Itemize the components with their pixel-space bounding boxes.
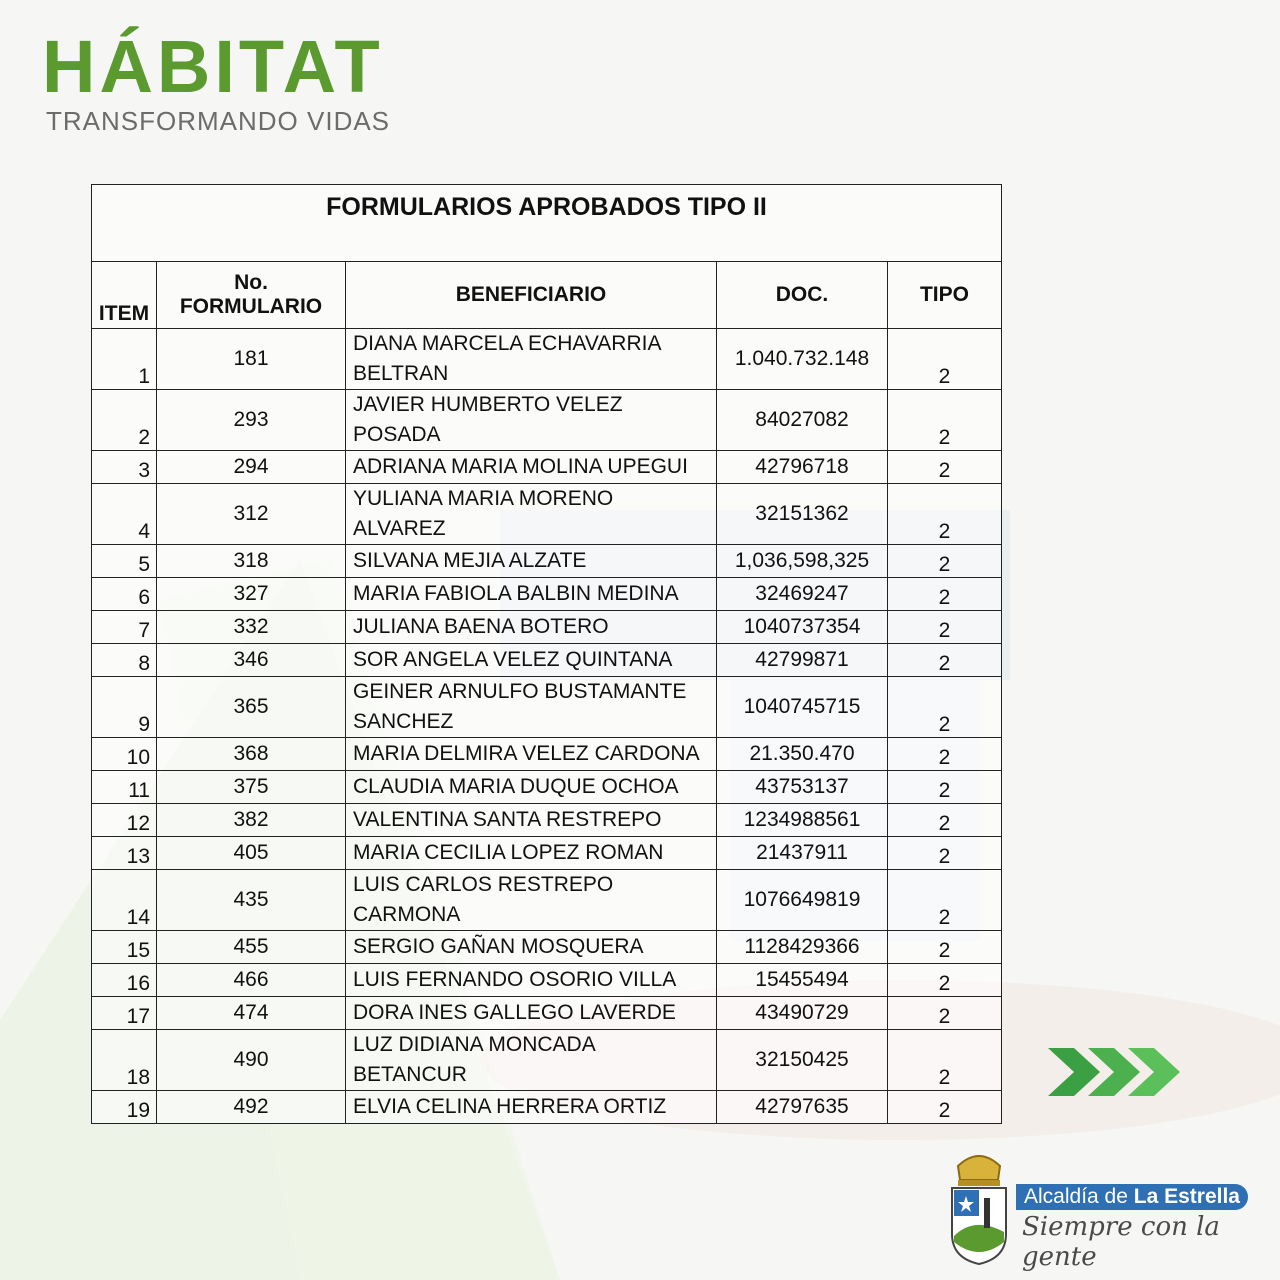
table-row bbox=[92, 804, 1002, 837]
header-item: ITEM bbox=[92, 262, 157, 329]
beneficiario-line1: ELVIA CELINA HERRERA ORTIZ bbox=[353, 1095, 667, 1118]
alcaldia-badge bbox=[1016, 1184, 1248, 1210]
cell-item: 18 bbox=[92, 1030, 157, 1091]
beneficiario-line1: MARIA FABIOLA BALBIN MEDINA bbox=[353, 582, 679, 605]
cell-doc: 43753137 bbox=[717, 771, 888, 804]
beneficiario-line2: BELTRAN bbox=[353, 362, 449, 385]
table-header-row bbox=[92, 262, 1002, 329]
table-row bbox=[92, 451, 1002, 484]
cell-formulario: 332 bbox=[157, 611, 346, 644]
cell-doc: 21437911 bbox=[717, 837, 888, 870]
table-row bbox=[92, 738, 1002, 771]
cell-doc: 42797635 bbox=[717, 1091, 888, 1124]
beneficiario-line1: LUIS CARLOS RESTREPO CARMONA bbox=[353, 873, 614, 926]
cell-beneficiario bbox=[346, 545, 717, 578]
beneficiario-line2: SANCHEZ bbox=[353, 710, 454, 733]
cell-item: 3 bbox=[92, 451, 157, 484]
cell-formulario: 346 bbox=[157, 644, 346, 677]
cell-item: 8 bbox=[92, 644, 157, 677]
beneficiario-line1: MARIA CECILIA LOPEZ ROMAN bbox=[353, 841, 664, 864]
cell-item: 7 bbox=[92, 611, 157, 644]
cell-beneficiario bbox=[346, 738, 717, 771]
cell-tipo: 2 bbox=[888, 390, 1002, 451]
cell-beneficiario bbox=[346, 390, 717, 451]
beneficiario-line2: ALVAREZ bbox=[353, 517, 446, 540]
beneficiario-line1: MARIA DELMIRA VELEZ CARDONA bbox=[353, 742, 700, 765]
table-row bbox=[92, 1030, 1002, 1091]
cell-formulario: 312 bbox=[157, 484, 346, 545]
alcaldia-name: La Estrella bbox=[1133, 1185, 1240, 1208]
cell-formulario: 435 bbox=[157, 870, 346, 931]
cell-beneficiario bbox=[346, 837, 717, 870]
cell-item: 16 bbox=[92, 964, 157, 997]
beneficiario-line1: LUZ DIDIANA MONCADA bbox=[353, 1033, 596, 1056]
header-formulario bbox=[157, 262, 346, 329]
cell-beneficiario bbox=[346, 611, 717, 644]
alcaldia-prefix: Alcaldía de bbox=[1024, 1185, 1134, 1208]
cell-formulario: 293 bbox=[157, 390, 346, 451]
table-row bbox=[92, 964, 1002, 997]
cell-item: 17 bbox=[92, 997, 157, 1030]
cell-formulario: 368 bbox=[157, 738, 346, 771]
cell-beneficiario bbox=[346, 804, 717, 837]
beneficiario-line1: JULIANA BAENA BOTERO bbox=[353, 615, 609, 638]
table-row bbox=[92, 484, 1002, 545]
beneficiario-line1: VALENTINA SANTA RESTREPO bbox=[353, 808, 662, 831]
beneficiario-line1: LUIS FERNANDO OSORIO VILLA bbox=[353, 968, 677, 991]
cell-formulario: 492 bbox=[157, 1091, 346, 1124]
cell-tipo: 2 bbox=[888, 804, 1002, 837]
cell-formulario: 382 bbox=[157, 804, 346, 837]
cell-item: 5 bbox=[92, 545, 157, 578]
cell-beneficiario bbox=[346, 451, 717, 484]
cell-formulario: 294 bbox=[157, 451, 346, 484]
cell-formulario: 405 bbox=[157, 837, 346, 870]
header-tipo: TIPO bbox=[888, 262, 1002, 329]
table-row bbox=[92, 644, 1002, 677]
beneficiario-line1: ADRIANA MARIA MOLINA UPEGUI bbox=[353, 455, 688, 478]
cell-beneficiario bbox=[346, 771, 717, 804]
cell-tipo: 2 bbox=[888, 451, 1002, 484]
table-row bbox=[92, 870, 1002, 931]
table-row bbox=[92, 771, 1002, 804]
cell-tipo: 2 bbox=[888, 578, 1002, 611]
cell-beneficiario bbox=[346, 484, 717, 545]
beneficiario-line1: DIANA MARCELA ECHAVARRIA bbox=[353, 332, 662, 355]
table-row bbox=[92, 329, 1002, 390]
cell-formulario: 181 bbox=[157, 329, 346, 390]
cell-beneficiario bbox=[346, 964, 717, 997]
cell-beneficiario bbox=[346, 677, 717, 738]
table-row bbox=[92, 545, 1002, 578]
cell-tipo: 2 bbox=[888, 545, 1002, 578]
cell-beneficiario bbox=[346, 329, 717, 390]
cell-doc: 32151362 bbox=[717, 484, 888, 545]
table-row bbox=[92, 390, 1002, 451]
table-title: FORMULARIOS APROBADOS TIPO II bbox=[92, 185, 1002, 262]
cell-beneficiario bbox=[346, 1030, 717, 1091]
cell-tipo: 2 bbox=[888, 1091, 1002, 1124]
table-row bbox=[92, 1091, 1002, 1124]
table-row bbox=[92, 837, 1002, 870]
beneficiario-line1: JAVIER HUMBERTO VELEZ POSADA bbox=[353, 393, 623, 446]
cell-item: 1 bbox=[92, 329, 157, 390]
header-doc: DOC. bbox=[717, 262, 888, 329]
brand-tagline: TRANSFORMANDO VIDAS bbox=[46, 106, 391, 136]
beneficiario-line1: CLAUDIA MARIA DUQUE OCHOA bbox=[353, 775, 679, 798]
cell-beneficiario bbox=[346, 1091, 717, 1124]
table-row bbox=[92, 578, 1002, 611]
cell-formulario: 327 bbox=[157, 578, 346, 611]
cell-doc: 32469247 bbox=[717, 578, 888, 611]
cell-formulario: 375 bbox=[157, 771, 346, 804]
municipal-crest-icon bbox=[944, 1146, 1014, 1266]
cell-tipo: 2 bbox=[888, 1030, 1002, 1091]
cell-formulario: 474 bbox=[157, 997, 346, 1030]
cell-beneficiario bbox=[346, 870, 717, 931]
cell-item: 10 bbox=[92, 738, 157, 771]
cell-tipo: 2 bbox=[888, 329, 1002, 390]
cell-item: 4 bbox=[92, 484, 157, 545]
beneficiario-line2: BETANCUR bbox=[353, 1063, 467, 1086]
cell-doc: 42799871 bbox=[717, 644, 888, 677]
cell-beneficiario bbox=[346, 997, 717, 1030]
cell-item: 12 bbox=[92, 804, 157, 837]
beneficiario-line1: SILVANA MEJIA ALZATE bbox=[353, 549, 587, 572]
cell-doc: 1234988561 bbox=[717, 804, 888, 837]
cell-tipo: 2 bbox=[888, 484, 1002, 545]
header-formulario-line2: FORMULARIO bbox=[179, 295, 323, 318]
cell-formulario: 490 bbox=[157, 1030, 346, 1091]
habitat-logo bbox=[42, 25, 391, 137]
beneficiario-line1: SOR ANGELA VELEZ QUINTANA bbox=[353, 648, 673, 671]
cell-formulario: 318 bbox=[157, 545, 346, 578]
approved-forms-table bbox=[91, 184, 1002, 1124]
cell-formulario: 466 bbox=[157, 964, 346, 997]
cell-item: 2 bbox=[92, 390, 157, 451]
beneficiario-line1: GEINER ARNULFO BUSTAMANTE bbox=[353, 680, 687, 703]
cell-tipo: 2 bbox=[888, 837, 1002, 870]
cell-tipo: 2 bbox=[888, 870, 1002, 931]
cell-beneficiario bbox=[346, 644, 717, 677]
beneficiario-line1: DORA INES GALLEGO LAVERDE bbox=[353, 1001, 676, 1024]
brand-name: HÁBITAT bbox=[42, 25, 384, 108]
cell-tipo: 2 bbox=[888, 964, 1002, 997]
cell-formulario: 365 bbox=[157, 677, 346, 738]
cell-beneficiario bbox=[346, 578, 717, 611]
table-row bbox=[92, 997, 1002, 1030]
cell-doc: 1040745715 bbox=[717, 677, 888, 738]
header-beneficiario: BENEFICIARIO bbox=[346, 262, 717, 329]
cell-tipo: 2 bbox=[888, 997, 1002, 1030]
cell-doc: 42796718 bbox=[717, 451, 888, 484]
table-row bbox=[92, 611, 1002, 644]
cell-tipo: 2 bbox=[888, 931, 1002, 964]
cell-tipo: 2 bbox=[888, 771, 1002, 804]
cell-doc: 1128429366 bbox=[717, 931, 888, 964]
cell-item: 9 bbox=[92, 677, 157, 738]
cell-item: 14 bbox=[92, 870, 157, 931]
cell-beneficiario bbox=[346, 931, 717, 964]
cell-item: 19 bbox=[92, 1091, 157, 1124]
table-body bbox=[92, 329, 1002, 1124]
cell-doc: 43490729 bbox=[717, 997, 888, 1030]
triple-chevron-right-icon[interactable] bbox=[1044, 1044, 1184, 1100]
table-row bbox=[92, 677, 1002, 738]
cell-tipo: 2 bbox=[888, 611, 1002, 644]
cell-doc: 84027082 bbox=[717, 390, 888, 451]
table-row bbox=[92, 931, 1002, 964]
beneficiario-line1: YULIANA MARIA MORENO bbox=[353, 487, 614, 510]
cell-tipo: 2 bbox=[888, 738, 1002, 771]
header-formulario-line1: No. bbox=[234, 271, 268, 294]
cell-doc: 1076649819 bbox=[717, 870, 888, 931]
cell-doc: 1.040.732.148 bbox=[717, 329, 888, 390]
cell-item: 6 bbox=[92, 578, 157, 611]
cell-doc: 1040737354 bbox=[717, 611, 888, 644]
cell-tipo: 2 bbox=[888, 644, 1002, 677]
cell-doc: 15455494 bbox=[717, 964, 888, 997]
cell-item: 13 bbox=[92, 837, 157, 870]
cell-doc: 32150425 bbox=[717, 1030, 888, 1091]
cell-item: 11 bbox=[92, 771, 157, 804]
cell-formulario: 455 bbox=[157, 931, 346, 964]
cell-doc: 21.350.470 bbox=[717, 738, 888, 771]
alcaldia-slogan: Siempre con la gente bbox=[1022, 1212, 1220, 1272]
cell-item: 15 bbox=[92, 931, 157, 964]
cell-tipo: 2 bbox=[888, 677, 1002, 738]
beneficiario-line1: SERGIO GAÑAN MOSQUERA bbox=[353, 935, 644, 958]
cell-doc: 1,036,598,325 bbox=[717, 545, 888, 578]
